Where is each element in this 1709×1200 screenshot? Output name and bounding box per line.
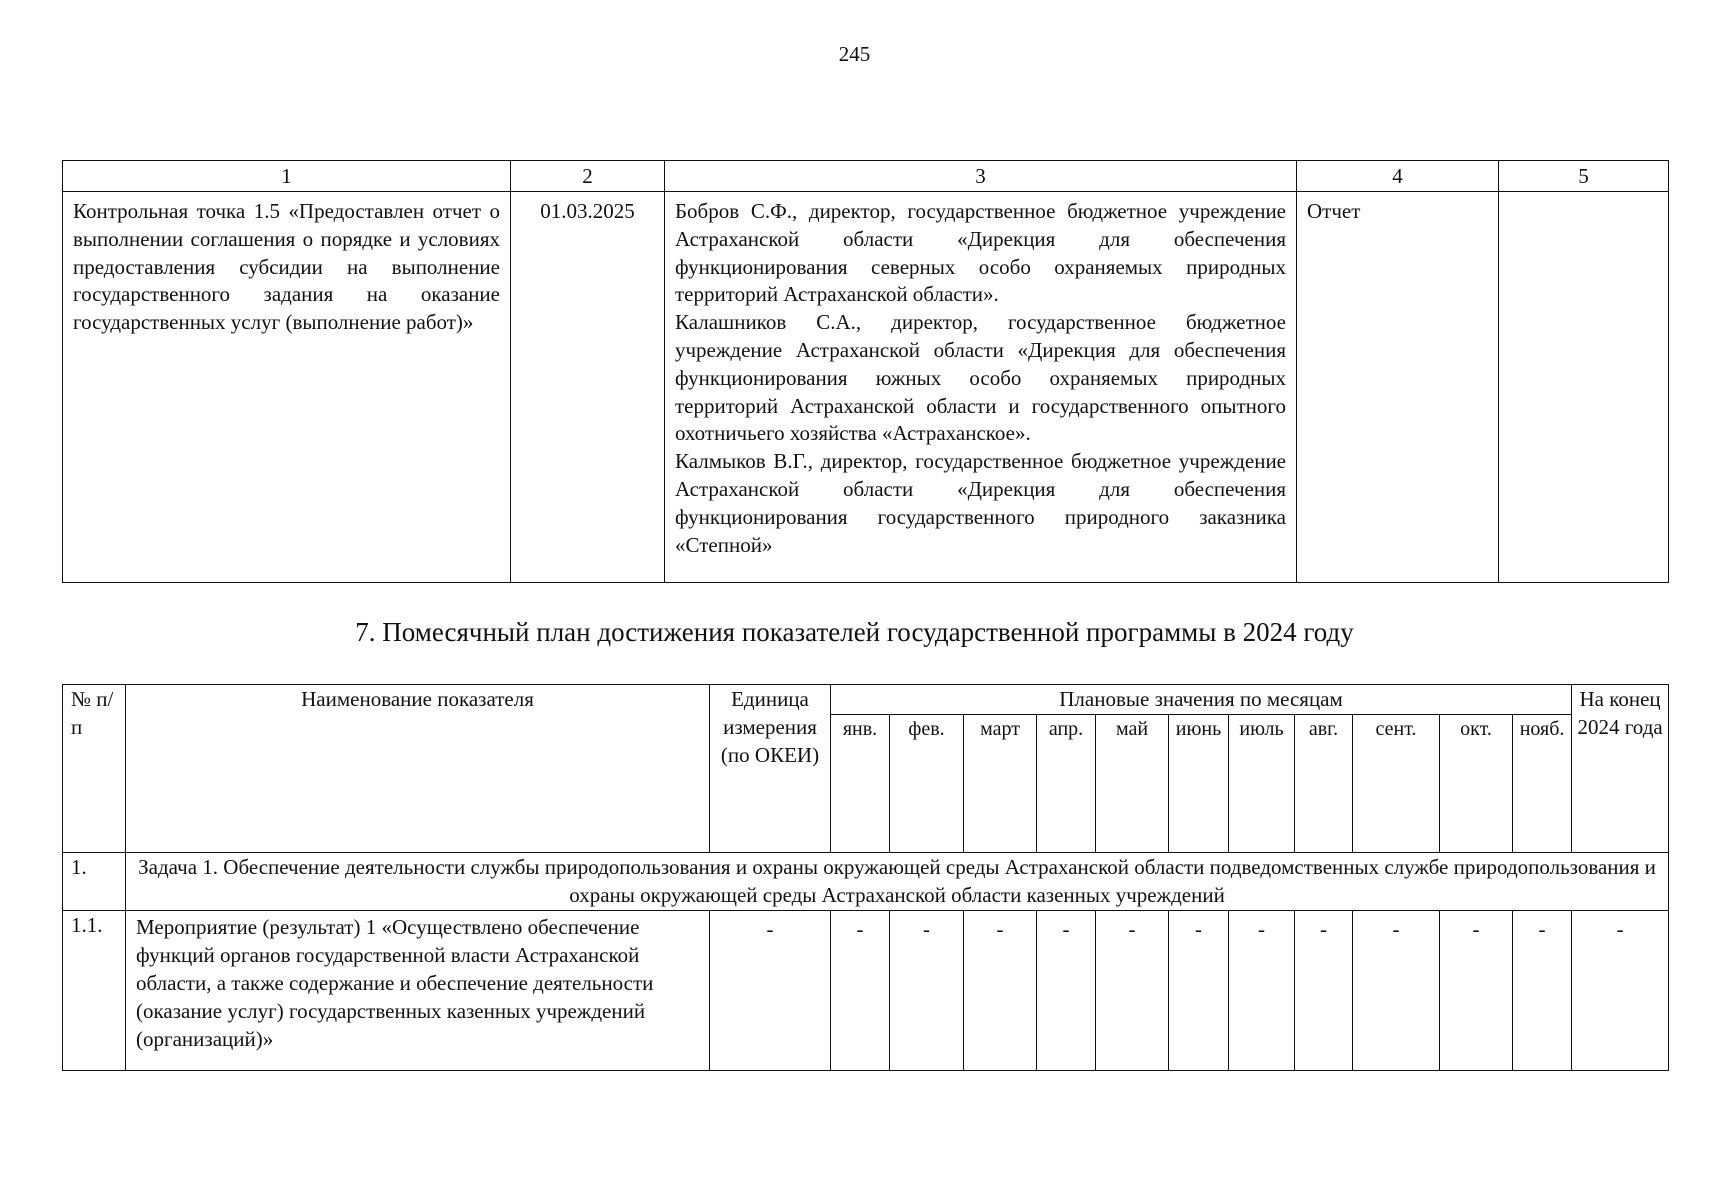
- table1-header-col4: 4: [1297, 161, 1499, 192]
- header-num: № п/п: [63, 685, 126, 853]
- measure-nov: -: [1513, 911, 1572, 1071]
- deadline-cell: [511, 192, 665, 583]
- month-jun: июнь: [1169, 715, 1229, 853]
- measure-jan: -: [831, 911, 890, 1071]
- measure-unit: -: [710, 911, 831, 1071]
- measure-oct: -: [1440, 911, 1513, 1071]
- table1-header-col3: 3: [665, 161, 1297, 192]
- measure-sep: -: [1353, 911, 1440, 1071]
- table1-header-col2: 2: [511, 161, 665, 192]
- section-title: 7. Помесячный план достижения показателей государственной программы в 2024 году: [355, 617, 1354, 647]
- table1-row: [63, 192, 1669, 583]
- month-may: май: [1096, 715, 1169, 853]
- measure-name: Мероприятие (результат) 1 «Осуществлено обеспечение функций органов государственной власти Астраханской области, а также содержание и обеспечение деятельности (оказание услуг) государственных казенных учреждений (организаций)»: [126, 911, 710, 1071]
- task-num: 1.: [63, 853, 126, 911]
- measure-jul: -: [1229, 911, 1295, 1071]
- table1-header-col1: 1: [63, 161, 511, 192]
- measure-end: -: [1572, 911, 1669, 1071]
- month-nov: нояб.: [1513, 715, 1572, 853]
- page-number: 245: [838, 42, 871, 66]
- month-feb: фев.: [890, 715, 964, 853]
- month-sep: сент.: [1353, 715, 1440, 853]
- header-unit: Единица измерения (по ОКЕИ): [710, 685, 831, 853]
- table1-header-col5: 5: [1499, 161, 1669, 192]
- deadline-date: 01.03.2025: [540, 199, 635, 223]
- month-apr: апр.: [1037, 715, 1096, 853]
- header-end-of-year: На конец 2024 года: [1572, 685, 1669, 853]
- measure-aug: -: [1295, 911, 1353, 1071]
- responsible-person-2: Калашников С.А., директор, государственное бюджетное учреждение Астраханской области «Дирекция для обеспечения функционирования южных особо охраняемых природных территорий Астраханской области и государственного опытного охотничьего хозяйства «Астраханское».: [675, 310, 1286, 446]
- measure-row: [63, 911, 1669, 1071]
- task-row: [63, 853, 1669, 911]
- document-type-cell: [1297, 192, 1499, 583]
- control-point-text: Контрольная точка 1.5 «Предоставлен отчет о выполнении соглашения о порядке и условиях предоставления субсидии на выполнение государственного задания на оказание государственных услуг (выполнение работ)»: [73, 199, 500, 335]
- measure-jun: -: [1169, 911, 1229, 1071]
- responsibles-table: [62, 160, 1669, 583]
- monthly-plan-table: [62, 684, 1669, 1071]
- measure-may: -: [1096, 911, 1169, 1071]
- responsible-person-1: Бобров С.Ф., директор, государственное бюджетное учреждение Астраханской области «Дирекция для обеспечения функционирования северных особо охраняемых природных территорий Астраханской области».: [675, 199, 1286, 307]
- table1-header-row: [63, 161, 1669, 192]
- col5-value: [1499, 192, 1668, 198]
- table2-header-row-1: [63, 685, 1669, 715]
- measure-mar: -: [964, 911, 1037, 1071]
- responsible-person-3: Калмыков В.Г., директор, государственное бюджетное учреждение Астраханской области «Дирекция для обеспечения функционирования государственного природного заказника «Степной»: [675, 449, 1286, 557]
- month-mar: март: [964, 715, 1037, 853]
- month-jul: июль: [1229, 715, 1295, 853]
- measure-feb: -: [890, 911, 964, 1071]
- document-type: Отчет: [1307, 199, 1361, 223]
- task-text: Задача 1. Обеспечение деятельности службы природопользования и охраны окружающей среды Астраханской области подведомственных службе природопользования и охраны окружающей среды Астраханской области казенных учреждений: [126, 853, 1669, 911]
- measure-apr: -: [1037, 911, 1096, 1071]
- header-plan: Плановые значения по месяцам: [831, 685, 1572, 715]
- month-jan: янв.: [831, 715, 890, 853]
- header-name: Наименование показателя: [126, 685, 710, 853]
- control-point-cell: [63, 192, 511, 583]
- measure-num: 1.1.: [63, 911, 126, 1071]
- month-aug: авг.: [1295, 715, 1353, 853]
- col5-cell: [1499, 192, 1669, 583]
- responsible-cell: [665, 192, 1297, 583]
- month-oct: окт.: [1440, 715, 1513, 853]
